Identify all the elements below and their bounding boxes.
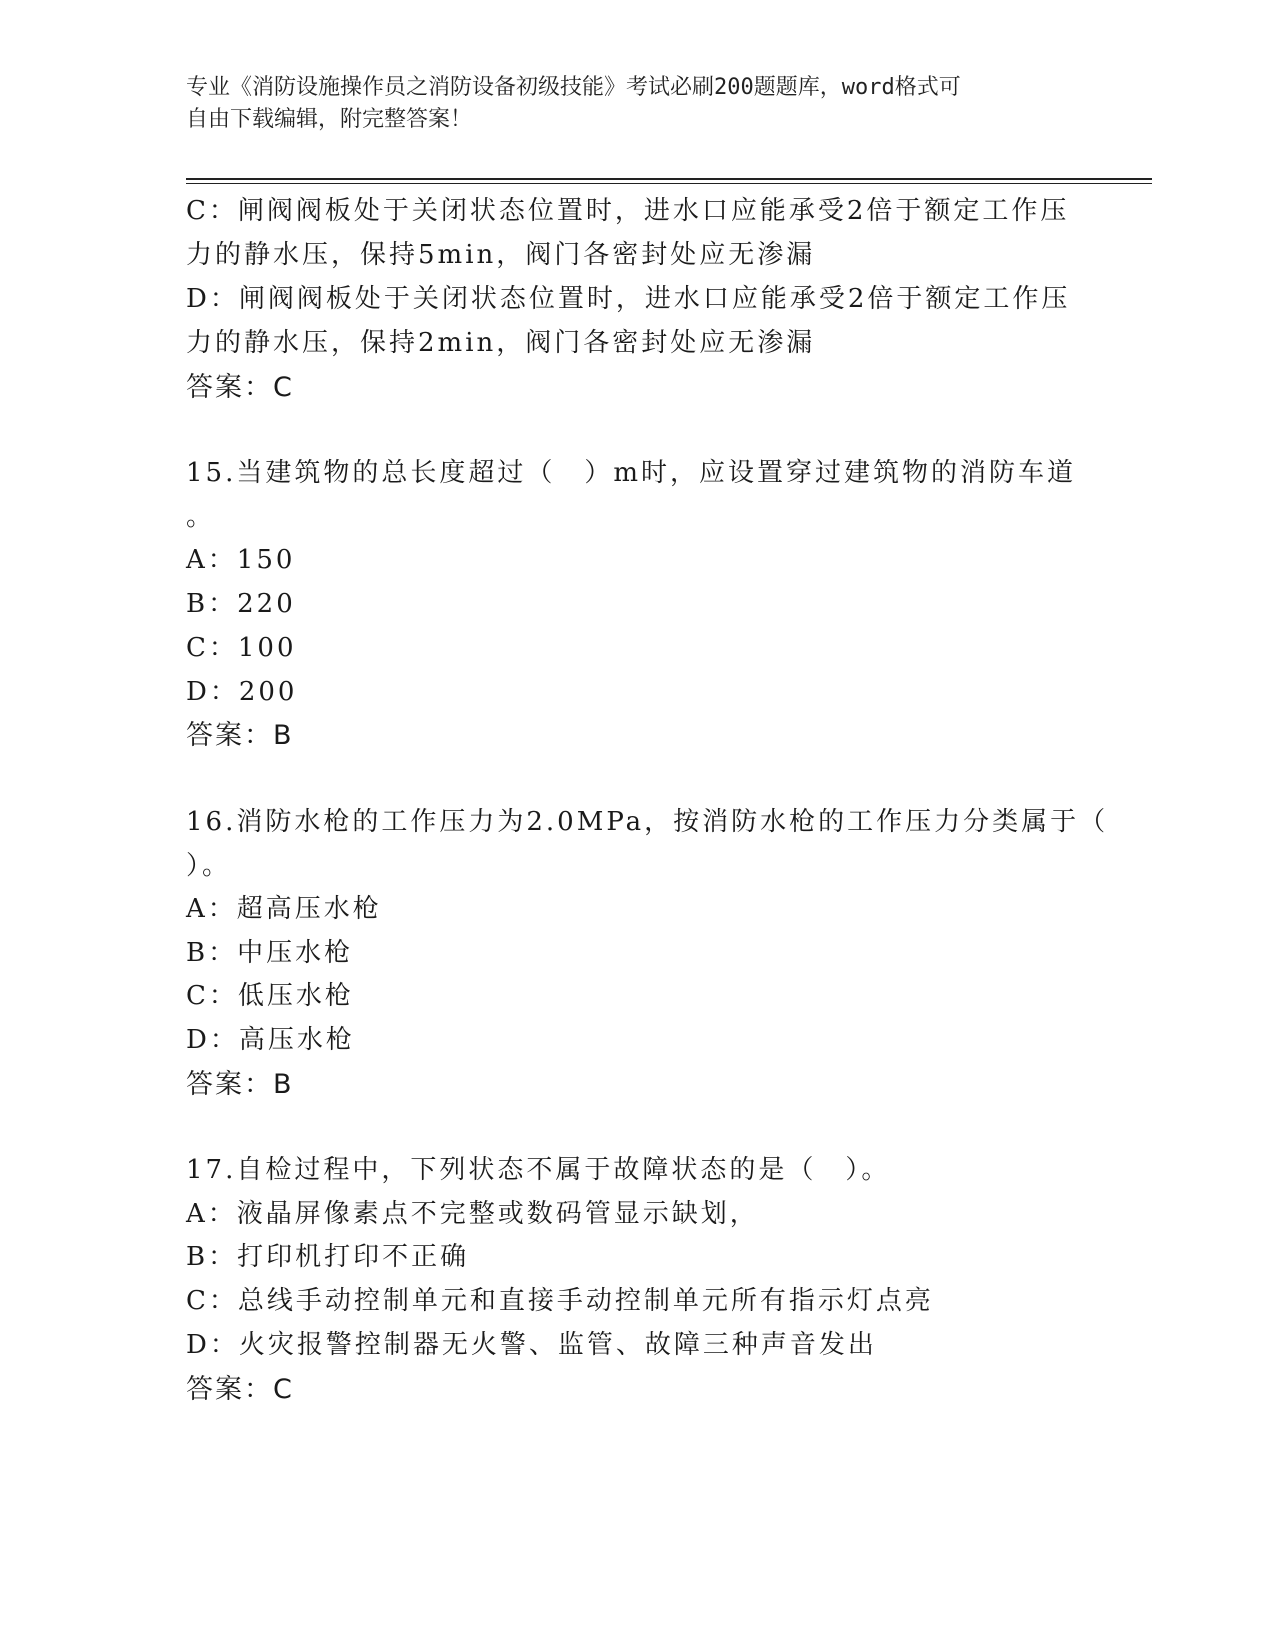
q15-option-d: D：200	[186, 677, 298, 707]
q15-answer: 答案：B	[186, 720, 294, 751]
q16-option-b: B：中压水枪	[186, 938, 354, 968]
q17-option-a: A：液晶屏像素点不完整或数码管显示缺划，	[186, 1199, 759, 1229]
header-title-line-1: 专业《消防设施操作员之消防设备初级技能》考试必刷200题题库，word格式可	[186, 75, 961, 100]
q14-answer: 答案：C	[186, 372, 294, 403]
q15-option-a: A：150	[186, 545, 296, 575]
header-rule-thin	[186, 183, 1152, 184]
q15-stem-line-2: 。	[186, 502, 216, 532]
q15-option-b: B：220	[186, 589, 296, 619]
q16-option-c: C：低压水枪	[186, 981, 354, 1011]
q16-stem-line-2: ）。	[186, 851, 232, 881]
q16-answer: 答案：B	[186, 1069, 294, 1100]
q17-option-c: C：总线手动控制单元和直接手动控制单元所有指示灯点亮	[186, 1286, 934, 1316]
q17-option-d: D：火灾报警控制器无火警、监管、故障三种声音发出	[186, 1330, 877, 1360]
q16-stem-line-1: 16.消防水枪的工作压力为2.0MPa，按消防水枪的工作压力分类属于（	[186, 807, 1109, 837]
q14-option-d-line-2: 力的静水压，保持2min，阀门各密封处应无渗漏	[186, 328, 816, 358]
document-header	[186, 72, 1066, 136]
header-rule-thick	[186, 178, 1152, 180]
q17-answer: 答案：C	[186, 1374, 294, 1405]
q17-stem: 17.自检过程中，下列状态不属于故障状态的是（ ）。	[186, 1155, 891, 1185]
q15-option-c: C：100	[186, 633, 297, 663]
q14-option-c-line-1: C：闸阀阀板处于关闭状态位置时，进水口应能承受2倍于额定工作压	[186, 196, 1070, 226]
q16-option-d: D：高压水枪	[186, 1025, 355, 1055]
q17-option-b: B：打印机打印不正确	[186, 1242, 470, 1272]
q15-stem-line-1: 15.当建筑物的总长度超过（ ）m时，应设置穿过建筑物的消防车道	[186, 458, 1077, 488]
q14-option-d-line-1: D：闸阀阀板处于关闭状态位置时，进水口应能承受2倍于额定工作压	[186, 284, 1071, 314]
header-title-line-2: 自由下载编辑，附完整答案！	[186, 107, 473, 132]
q14-option-c-line-2: 力的静水压，保持5min，阀门各密封处应无渗漏	[186, 240, 816, 270]
q16-option-a: A：超高压水枪	[186, 894, 382, 924]
